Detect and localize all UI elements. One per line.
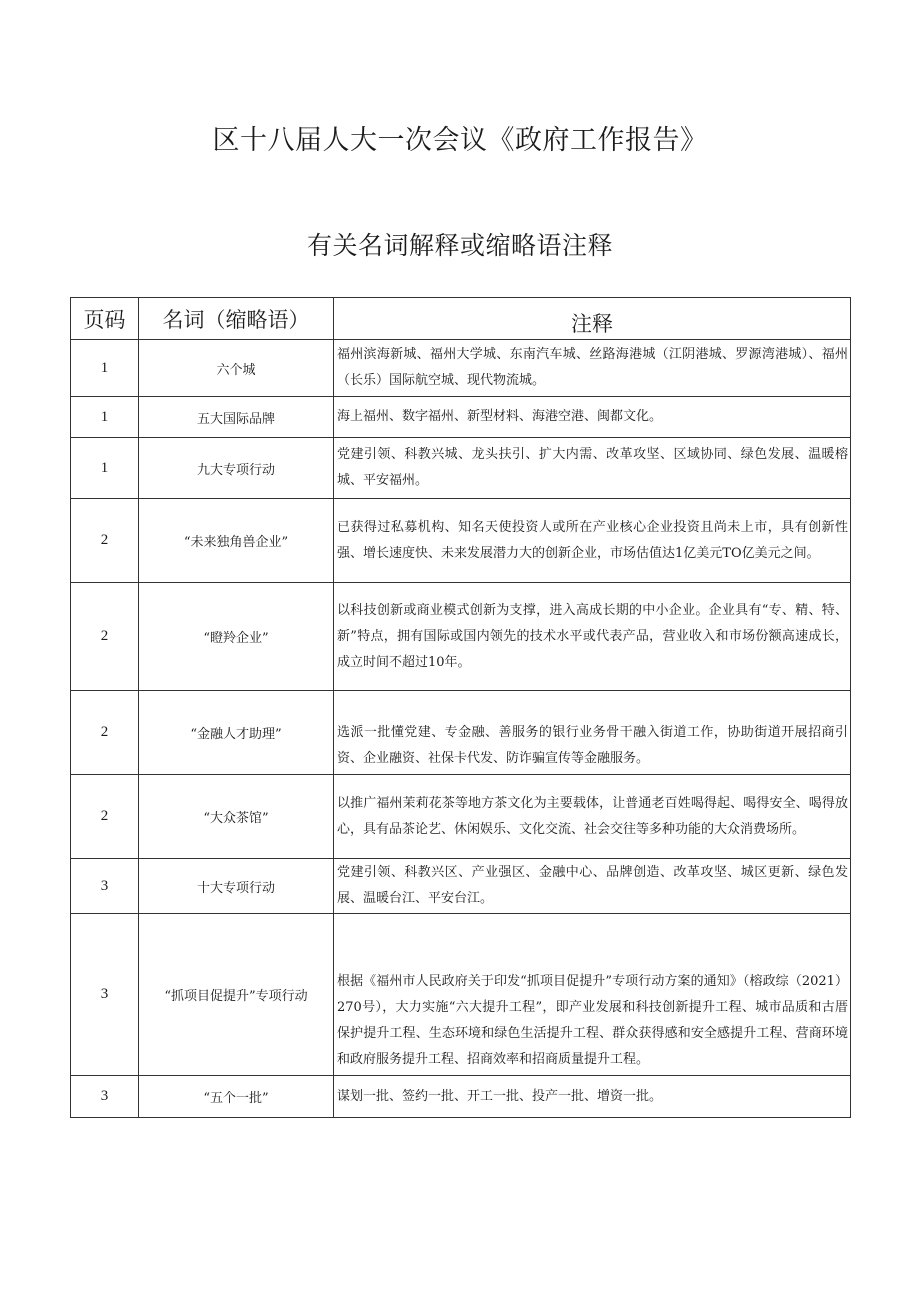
row-term: “大众茶馆” [139,775,334,859]
header-note: 注释 [334,298,851,340]
table-row [71,1076,851,1118]
document-subtitle: 有关名词解释或缩略语注释 [306,231,613,260]
row-term: 五大国际品牌 [139,397,334,438]
row-note: 以推广福州茉莉花茶等地方茶文化为主要载体，让普通老百姓喝得起、喝得安全、喝得放心，具有品茶论艺、休闲娱乐、文化交流、社会交往等多种功能的大众消费场所。 [334,775,851,859]
table-row [71,914,851,1076]
row-page: 2 [71,499,139,583]
row-term: “五个一批” [139,1076,334,1118]
row-term: “抓项目促提升”专项行动 [139,914,334,1076]
table-header-row [71,298,851,340]
row-term: 十大专项行动 [139,859,334,914]
table-row [71,438,851,499]
table-row [71,691,851,775]
row-term: “金融人才助理” [139,691,334,775]
table-row [71,499,851,583]
row-page: 3 [71,1076,139,1118]
row-page: 2 [71,691,139,775]
row-page: 1 [71,438,139,499]
row-note: 党建引领、科教兴城、龙头扶引、扩大内需、改革攻坚、区域协同、绿色发展、温暖榕城、平安福州。 [334,438,851,499]
table-row [71,397,851,438]
row-note: 选派一批懂党建、专金融、善服务的银行业务骨干融入街道工作，协助街道开展招商引资、企业融资、社保卡代发、防诈骗宣传等金融服务。 [334,691,851,775]
row-note: 海上福州、数字福州、新型材料、海港空港、闽都文化。 [334,397,851,438]
table-row [71,583,851,691]
row-term: 九大专项行动 [139,438,334,499]
row-page: 3 [71,914,139,1076]
row-page: 2 [71,583,139,691]
header-term: 名词（缩略语） [139,298,334,340]
row-note: 根据《福州市人民政府关于印发“抓项目促提升”专项行动方案的通知》（榕政综（2021）270号），大力实施“六大提升工程”，即产业发展和科技创新提升工程、城市品质和古厝保护提升工程、生态环境和绿色生活提升工程、群众获得感和安全感提升工程、营商环境和政府服务提升工程、招商效率和招商质量提升工程。 [334,914,851,1076]
row-page: 2 [71,775,139,859]
table-row [71,775,851,859]
glossary-table [70,297,851,1118]
row-term: 六个城 [139,340,334,397]
row-term: “未来独角兽企业” [139,499,334,583]
row-note: 党建引领、科教兴区、产业强区、金融中心、品牌创造、改革攻坚、城区更新、绿色发展、温暖台江、平安台江。 [334,859,851,914]
row-page: 1 [71,397,139,438]
table-row [71,859,851,914]
row-page: 1 [71,340,139,397]
row-note: 已获得过私募机构、知名天使投资人或所在产业核心企业投资且尚未上市，具有创新性强、增长速度快、未来发展潜力大的创新企业，市场估值达1亿美元TO亿美元之间。 [334,499,851,583]
row-note: 福州滨海新城、福州大学城、东南汽车城、丝路海港城（江阴港城、罗源湾港城）、福州（长乐）国际航空城、现代物流城。 [334,340,851,397]
row-note: 谋划一批、签约一批、开工一批、投产一批、增资一批。 [334,1076,851,1118]
row-note: 以科技创新或商业模式创新为支撑，进入高成长期的中小企业。企业具有“专、精、特、新”特点，拥有国际或国内领先的技术水平或代表产品，营业收入和市场份额高速成长，成立时间不超过10年。 [334,583,851,691]
row-term: “瞪羚企业” [139,583,334,691]
table-row [71,340,851,397]
row-page: 3 [71,859,139,914]
document-title: 区十八届人大一次会议《政府工作报告》 [212,125,708,156]
header-page: 页码 [71,298,139,340]
